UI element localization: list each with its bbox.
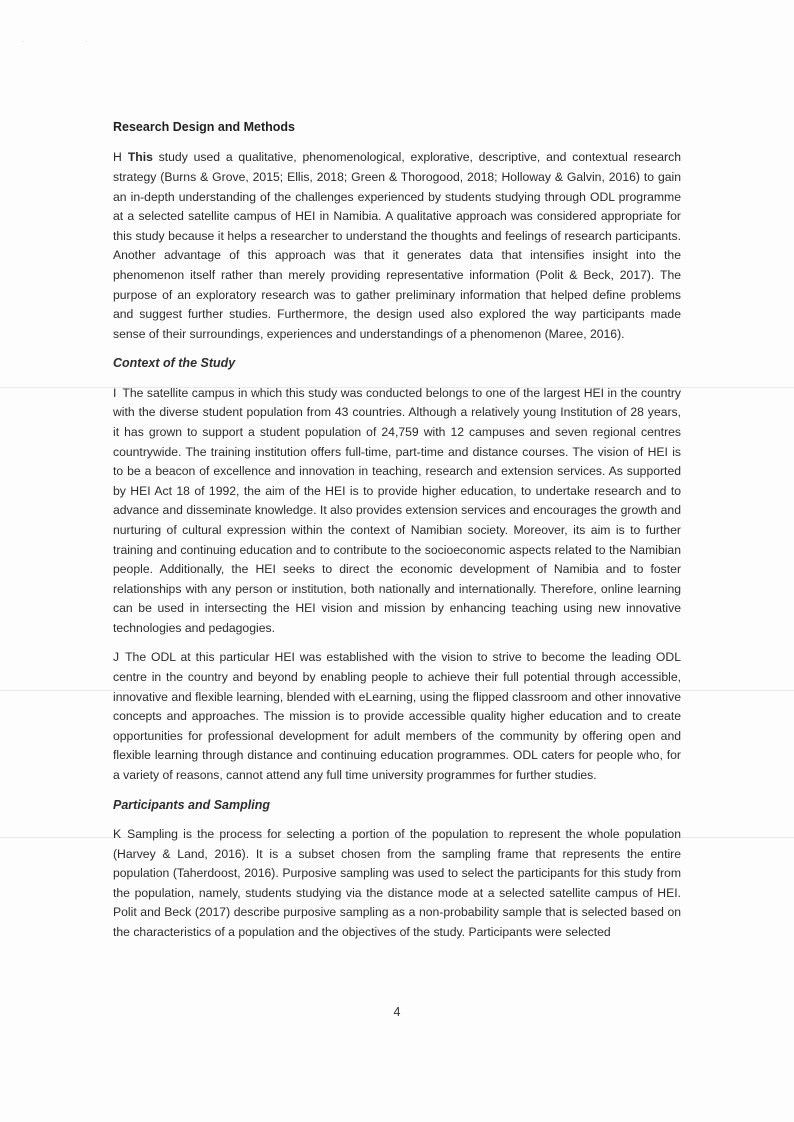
paragraph-marker: H xyxy=(113,150,122,165)
paragraph-context-odl xyxy=(113,648,681,785)
subheading-context: Context of the Study xyxy=(113,356,236,371)
paragraph-text: The satellite campus in which this study was conducted belongs to one of the largest HEI in the country with the diverse student population from 43 countries. Although a relatively young Institution of 28 years, it has grown to support a student population of 24,759 with 12 campuses and seven regional centres countrywide. The training institution offers full-time, part-time and distance courses. The vision of HEI is to be a beacon of excellence and innovation in teaching, research and extension services. As supported by HEI Act 18 of 1992, the aim of the HEI is to provide higher education, to undertake research and to advance and disseminate knowledge. It also provides extension services and encourages the growth and nurturing of cultural expression within the context of Namibian society. Moreover, its aim is to further training and continuing education and to contribute to the socioeconomic aspects related to the Namibian people. Additionally, the HEI seeks to direct the economic development of Namibia and to foster relationships with any person or institution, both nationally and internationally. Therefore, online learning can be used in intersecting the HEI vision and mission by enhancing teaching using new innovative technologies and pedagogies. xyxy=(113,385,681,635)
paragraph-text: Sampling is the process for selecting a portion of the population to represent the whole population (Harvey & Land, 2016). It is a subset chosen from the sampling frame that represents the entire population (Taherdoost, 2016). Purposive sampling was used to select the participants for this study from the population, namely, students studying via the distance mode at a selected satellite campus of HEI. Polit and Beck (2017) describe purposive sampling as a non-probability sample that is selected based on the characteristics of a population and the objectives of the study. Participants were selected xyxy=(113,827,681,939)
paragraph-lead-word: This xyxy=(127,150,153,165)
scan-marks: . . xyxy=(22,38,118,44)
paragraph-marker: K xyxy=(113,827,122,842)
subheading-participants: Participants and Sampling xyxy=(113,797,270,812)
paragraph-context-campus xyxy=(113,384,681,639)
paragraph-marker: I xyxy=(113,385,117,400)
paragraph-research-design xyxy=(113,148,681,344)
paragraph-text: study used a qualitative, phenomenological, explorative, descriptive, and contextual research strategy (Burns & Grove, 2015; Ellis, 2018; Green & Thorogood, 2018; Holloway & Galvin, 2016) to gain an in-depth understanding of the challenges experienced by students studying through ODL programme at a selected satellite campus of HEI in Namibia. A qualitative approach was considered appropriate for this study because it helps a researcher to understand the thoughts and feelings of research participants. Another advantage of this approach was that it generates data that intensifies insight into the phenomenon itself rather than merely providing representative information (Polit & Beck, 2017). The purpose of an exploratory research was to gather preliminary information that helped define problems and suggest further studies. Furthermore, the design used also explored the way participants made sense of their surroundings, experiences and understandings of a phenomenon (Maree, 2016). xyxy=(113,150,681,341)
paragraph-marker: J xyxy=(113,650,120,665)
paragraph-sampling xyxy=(113,825,681,943)
section-title: Research Design and Methods xyxy=(113,120,295,134)
page-number: 4 xyxy=(393,1005,401,1019)
paragraph-text: The ODL at this particular HEI was established with the vision to strive to become the leading ODL centre in the country and beyond by enabling people to achieve their full potential through accessible, innovative and flexible learning, blended with eLearning, using the flipped classroom and other innovative concepts and approaches. The mission is to provide accessible quality higher education and to create opportunities for professional development for adult members of the community by offering open and flexible learning through distance and continuing education programmes. ODL caters for people who, for a variety of reasons, cannot attend any full time university programmes for further studies. xyxy=(113,650,681,783)
document-body xyxy=(113,118,681,953)
